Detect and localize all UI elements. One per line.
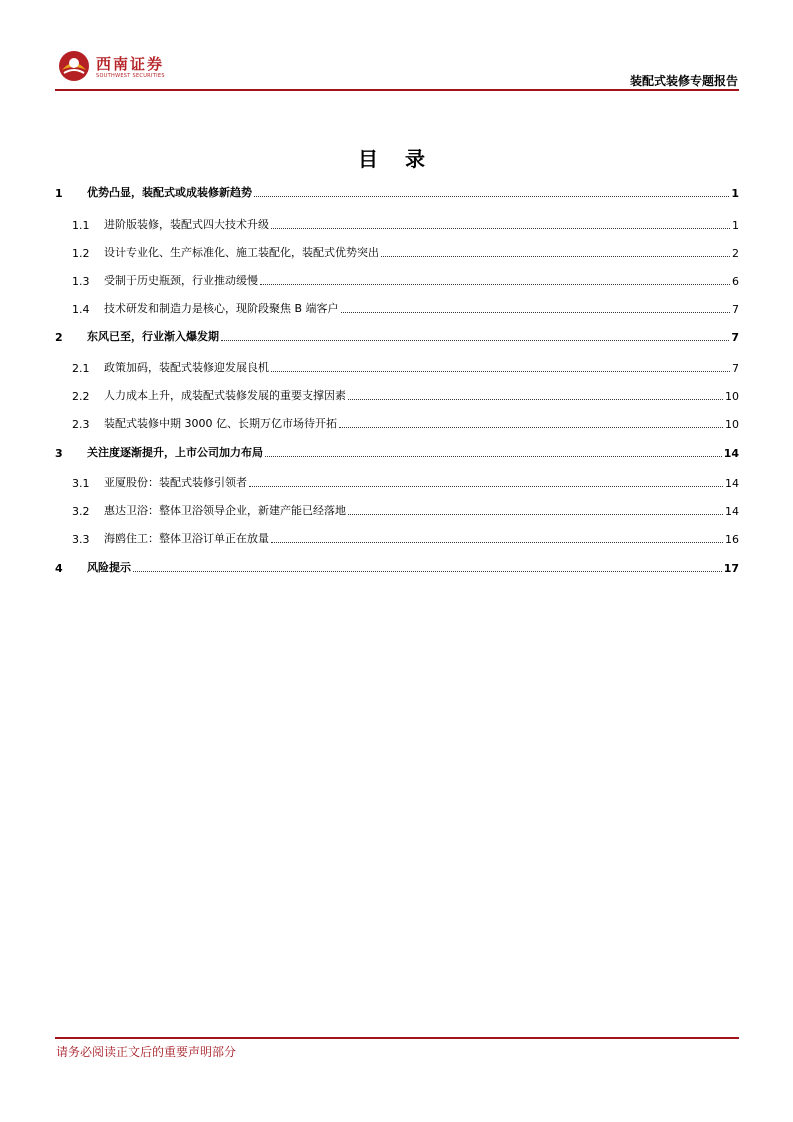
toc-title: 技术研发和制造力是核心，现阶段聚焦 B 端客户 (104, 302, 339, 315)
toc-leader (339, 426, 723, 428)
toc-page: 16 (725, 533, 739, 546)
logo-english-name: SOUTHWEST SECURITIES (96, 73, 165, 79)
toc-number: 1.3 (72, 275, 90, 288)
toc-title: 惠达卫浴：整体卫浴领导企业，新建产能已经落地 (104, 504, 346, 517)
report-title: 装配式装修专题报告 (629, 74, 738, 88)
header-divider (55, 89, 739, 91)
footer-divider (55, 1037, 739, 1039)
toc-leader (265, 455, 722, 457)
toc-entry-3[interactable] (55, 444, 739, 460)
toc-title: 人力成本上升，成装配式装修发展的重要支撑因素 (104, 389, 346, 402)
toc-page: 2 (732, 247, 739, 260)
toc-number: 3.1 (72, 477, 90, 490)
toc-title: 风险提示 (87, 561, 131, 574)
toc-entry-1-3[interactable] (55, 272, 739, 288)
toc-number: 1.1 (72, 219, 90, 232)
toc-number: 4 (55, 562, 63, 575)
toc-entry-1-2[interactable] (55, 244, 739, 260)
toc-page: 6 (732, 275, 739, 288)
toc-title: 关注度逐渐提升，上市公司加力布局 (87, 446, 263, 459)
toc-page: 14 (725, 477, 739, 490)
toc-leader (348, 398, 723, 400)
toc-title: 亚厦股份：装配式装修引领者 (104, 476, 247, 489)
toc-number: 1 (55, 187, 63, 200)
toc-leader (221, 339, 729, 341)
toc-title: 东风已至，行业渐入爆发期 (87, 330, 219, 343)
toc-page: 7 (732, 303, 739, 316)
toc-entry-3-1[interactable] (55, 474, 739, 490)
toc-page: 7 (731, 331, 739, 344)
toc-leader (254, 195, 729, 197)
toc-title: 政策加码，装配式装修迎发展良机 (104, 361, 269, 374)
toc-page: 14 (725, 505, 739, 518)
toc-number: 1.4 (72, 303, 90, 316)
toc-page: 17 (723, 562, 739, 575)
toc-title: 设计专业化、生产标准化、施工装配化，装配式优势突出 (104, 246, 379, 259)
toc-title: 海鸥住工：整体卫浴订单正在放量 (104, 532, 269, 545)
toc-leader (348, 513, 723, 515)
toc-title: 进阶版装修，装配式四大技术升级 (104, 218, 269, 231)
toc-number: 3.2 (72, 505, 90, 518)
toc-number: 3 (55, 447, 63, 460)
toc-leader (260, 283, 730, 285)
toc-entry-2-2[interactable] (55, 387, 739, 403)
toc-entry-2[interactable] (55, 328, 739, 344)
toc-leader (271, 370, 730, 372)
toc-page: 10 (725, 418, 739, 431)
toc-page: 14 (723, 447, 739, 460)
toc-number: 3.3 (72, 533, 90, 546)
company-logo (58, 50, 178, 84)
toc-number: 2 (55, 331, 63, 344)
toc-number: 2.3 (72, 418, 90, 431)
page-title: 目 录 (358, 147, 435, 171)
toc-leader (271, 541, 723, 543)
toc-leader (381, 255, 730, 257)
toc-page: 1 (731, 187, 739, 200)
toc-entry-1-4[interactable] (55, 300, 739, 316)
logo-emblem-icon (58, 50, 90, 82)
toc-leader (271, 227, 730, 229)
toc-entry-2-3[interactable] (55, 415, 739, 431)
toc-number: 2.1 (72, 362, 90, 375)
logo-chinese-name: 西南证券 (96, 55, 165, 73)
footer-disclaimer: 请务必阅读正文后的重要声明部分 (56, 1045, 237, 1059)
toc-entry-4[interactable] (55, 559, 739, 575)
toc-leader (249, 485, 723, 487)
toc-number: 2.2 (72, 390, 90, 403)
toc-number: 1.2 (72, 247, 90, 260)
toc-leader (341, 311, 730, 313)
toc-page: 1 (732, 219, 739, 232)
toc-entry-1[interactable] (55, 184, 739, 200)
toc-entry-3-2[interactable] (55, 502, 739, 518)
toc-entry-2-1[interactable] (55, 359, 739, 375)
toc-leader (133, 570, 722, 572)
toc-entry-3-3[interactable] (55, 530, 739, 546)
toc-title: 优势凸显，装配式或成装修新趋势 (87, 186, 252, 199)
toc-entry-1-1[interactable] (55, 216, 739, 232)
toc-title: 装配式装修中期 3000 亿、长期万亿市场待开拓 (104, 417, 337, 430)
toc-page: 10 (725, 390, 739, 403)
toc-page: 7 (732, 362, 739, 375)
toc-title: 受制于历史瓶颈，行业推动缓慢 (104, 274, 258, 287)
